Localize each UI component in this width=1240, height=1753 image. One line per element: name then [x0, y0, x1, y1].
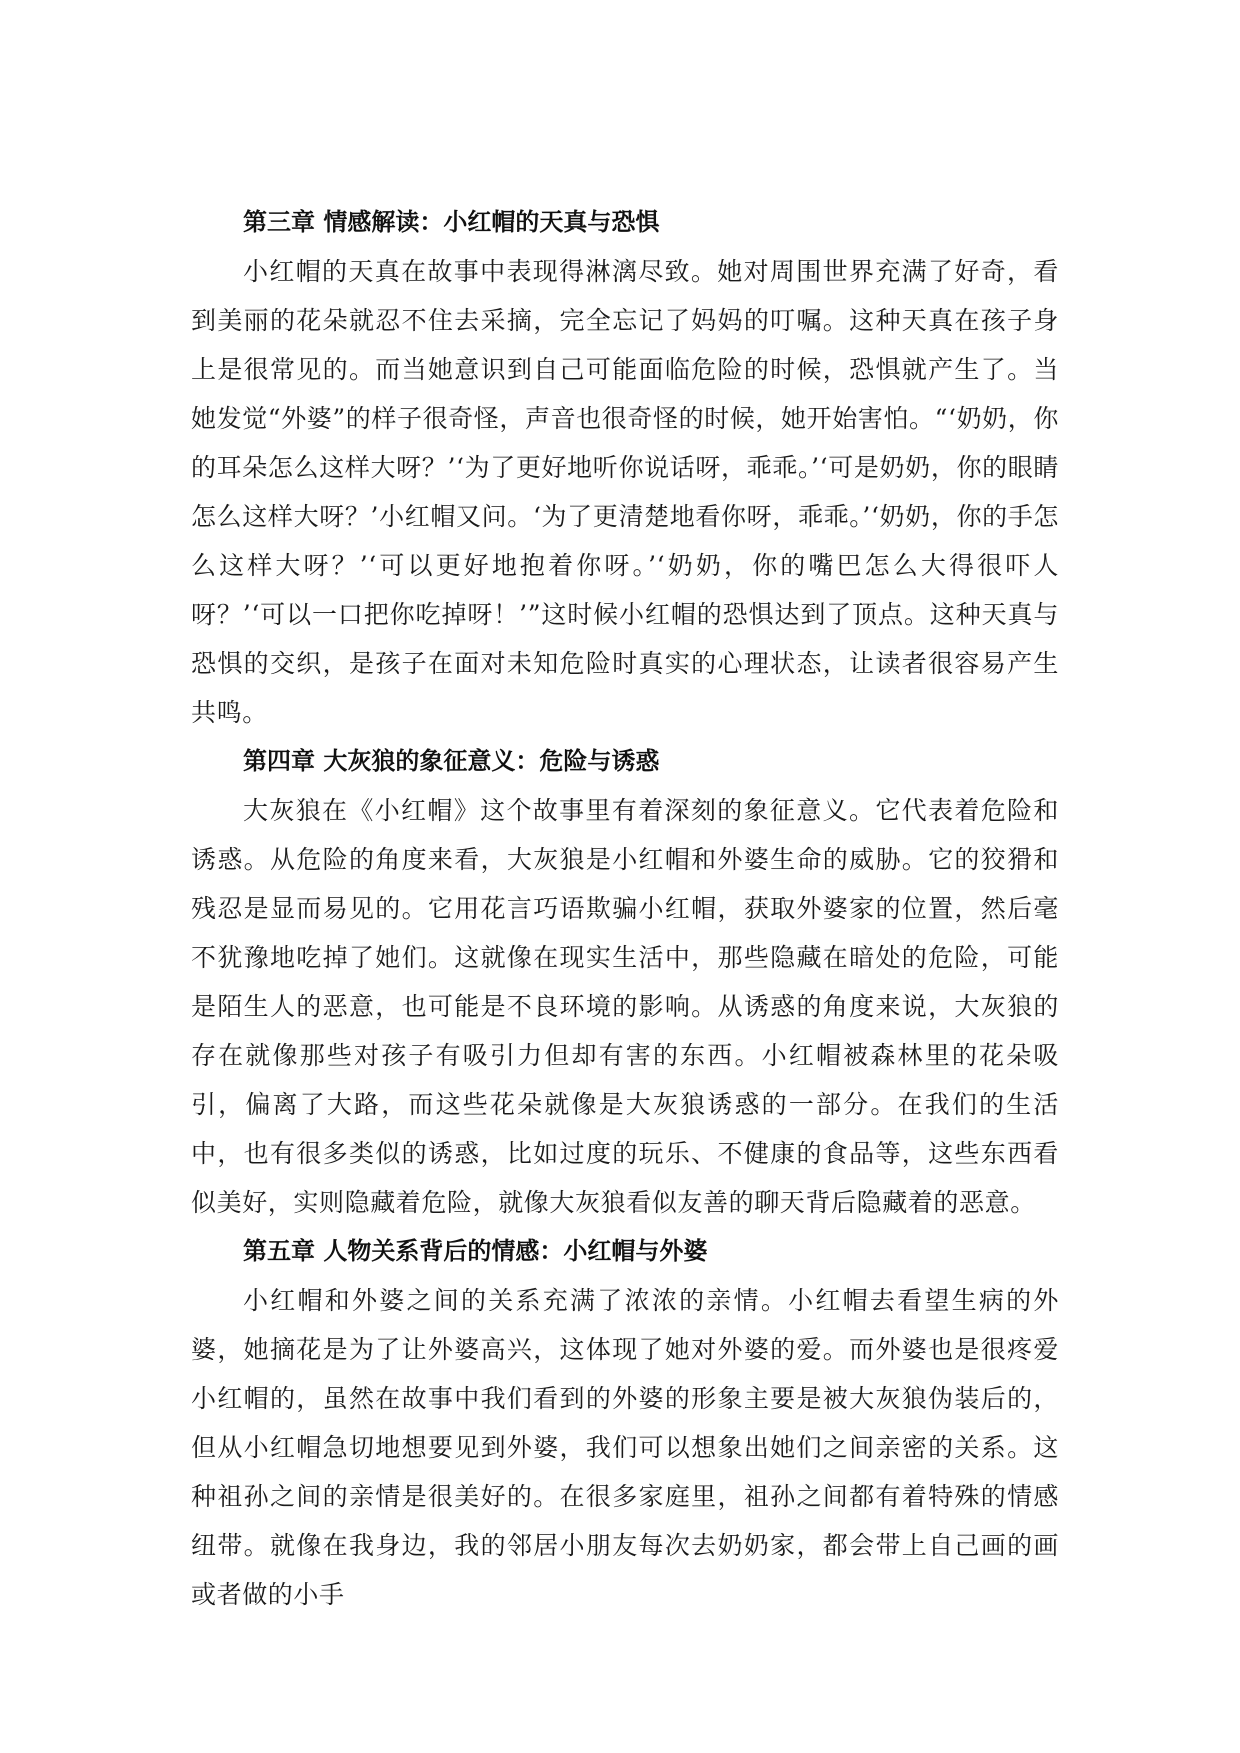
chapter-4-section	[191, 737, 1059, 1227]
chapter-5-section	[191, 1227, 1059, 1619]
chapter-5-paragraph: 小红帽和外婆之间的关系充满了浓浓的亲情。小红帽去看望生病的外婆，她摘花是为了让外婆高兴，这体现了她对外婆的爱。而外婆也是很疼爱小红帽的，虽然在故事中我们看到的外婆的形象主要是被大灰狼伪装后的，但从小红帽急切地想要见到外婆，我们可以想象出她们之间亲密的关系。这种祖孙之间的亲情是很美好的。在很多家庭里，祖孙之间都有着特殊的情感纽带。就像在我身边，我的邻居小朋友每次去奶奶家，都会带上自己画的画或者做的小手	[191, 1286, 1059, 1609]
chapter-4-paragraph: 大灰狼在《小红帽》这个故事里有着深刻的象征意义。它代表着危险和诱惑。从危险的角度来看，大灰狼是小红帽和外婆生命的威胁。它的狡猾和残忍是显而易见的。它用花言巧语欺骗小红帽，获取外婆家的位置，然后毫不犹豫地吃掉了她们。这就像在现实生活中，那些隐藏在暗处的危险，可能是陌生人的恶意，也可能是不良环境的影响。从诱惑的角度来说，大灰狼的存在就像那些对孩子有吸引力但却有害的东西。小红帽被森林里的花朵吸引，偏离了大路，而这些花朵就像是大灰狼诱惑的一部分。在我们的生活中，也有很多类似的诱惑，比如过度的玩乐、不健康的食品等，这些东西看似美好，实则隐藏着危险，就像大灰狼看似友善的聊天背后隐藏着的恶意。	[191, 796, 1059, 1217]
page-content	[191, 198, 1059, 1619]
chapter-5-heading: 第五章 人物关系背后的情感：小红帽与外婆	[243, 1237, 708, 1265]
chapter-3-paragraph: 小红帽的天真在故事中表现得淋漓尽致。她对周围世界充满了好奇，看到美丽的花朵就忍不住去采摘，完全忘记了妈妈的叮嘱。这种天真在孩子身上是很常见的。而当她意识到自己可能面临危险的时候，恐惧就产生了。当她发觉“外婆”的样子很奇怪，声音也很奇怪的时候，她开始害怕。“‘奶奶，你的耳朵怎么这样大呀？’‘为了更好地听你说话呀，乖乖。’‘可是奶奶，你的眼睛怎么这样大呀？’小红帽又问。‘为了更清楚地看你呀，乖乖。’‘奶奶，你的手怎么这样大呀？’‘可以更好地抱着你呀。’‘奶奶，你的嘴巴怎么大得很吓人呀？’‘可以一口把你吃掉呀！’”这时候小红帽的恐惧达到了顶点。这种天真与恐惧的交织，是孩子在面对未知危险时真实的心理状态，让读者很容易产生共鸣。	[191, 257, 1059, 727]
chapter-3-section	[191, 198, 1059, 737]
chapter-4-heading: 第四章 大灰狼的象征意义：危险与诱惑	[243, 747, 660, 775]
chapter-3-heading: 第三章 情感解读：小红帽的天真与恐惧	[243, 208, 660, 236]
